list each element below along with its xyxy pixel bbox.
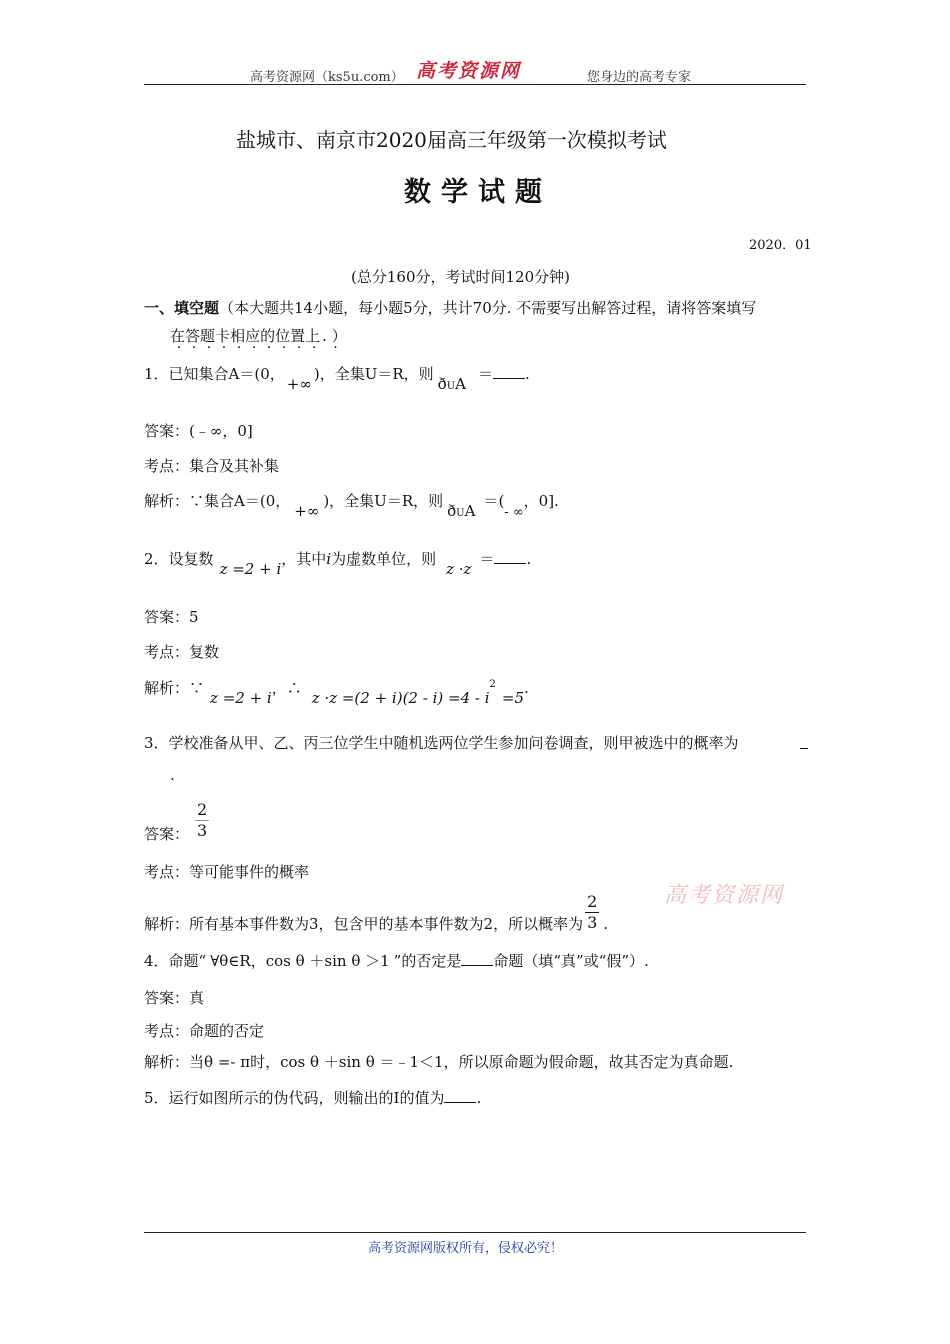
solution-label: 解析： [144,914,190,933]
q1-sol-b: )，全集U＝R，则 [323,492,444,510]
q1-answer-value: (﹣∞，0] [189,422,253,440]
q4-text-a: 命题“ [168,952,207,970]
q4-point [144,1020,264,1041]
q2-text-b: ，其中 [281,550,327,568]
section-heading [144,297,756,318]
footer-text: 高考资源网版权所有，侵权必究！ [368,1241,564,1256]
q2-answer-value: 5 [189,608,199,626]
q5-text: 运行如图所示的伪代码，则输出的I的值为 [168,1089,445,1107]
because-symbol: ∵ [189,679,205,697]
fraction-denominator: 3 [587,913,598,932]
subject-title: 数学试题 [404,177,552,208]
question-5 [144,1087,481,1108]
header-logo: 高考资源网 [416,60,522,82]
header-right-text: 您身边的高考专家 [587,70,692,85]
q2-sol-comma: ， [271,679,287,697]
q5-end: . [476,1089,482,1107]
q1-complement-symbol: ð [437,375,447,393]
q4-text-c: 命题（填“真”或“假”）. [493,952,649,970]
section-desc: （本大题共14小题，每小题5分，共计70分. 不需要写出解答过程，请将答案填写 [219,299,757,317]
q1-text-a: 已知集合A＝(0， [168,365,285,383]
q2-expression-2: z ·z [446,560,472,578]
q3-number: 3． [144,734,169,752]
fraction-numerator: 2 [197,800,208,819]
q3-end: . [170,766,175,784]
q1-answer [144,420,253,441]
q4-solution [144,1051,733,1072]
q1-answer-blank [493,364,525,379]
q2-solution [144,677,529,707]
dotted-char: 题 [200,327,216,345]
q1-equals: ＝ [477,365,493,383]
point-label: 考点： [144,457,190,475]
q3-answer [144,800,209,841]
answer-label: 答案： [144,824,190,843]
q1-sol-c: A [464,502,476,520]
therefore-symbol: ∴ [286,679,302,697]
q4-point-value: 命题的否定 [189,1022,265,1040]
dotted-char: 位 [275,327,291,345]
q1-sol-complement-symbol: ð [447,502,457,520]
dotted-char: 卡 [215,327,231,345]
answer-label: 答案： [144,608,190,626]
exam-date: 2020．01 [749,238,812,253]
q1-number: 1． [144,365,169,383]
q2-sol-exponent: 2 [489,679,496,690]
q2-sol-expr-1: z =2 + i [210,689,272,707]
q2-sol-end: . [524,679,529,697]
solution-label: 解析： [144,492,190,510]
q3-solution [144,892,608,933]
q1-text-c: A [455,375,466,393]
q2-expression: z =2 + i [219,560,282,578]
exam-info: (总分160分，考试时间120分钟) [351,268,570,286]
q1-sol-neg-infinity: - ∞ [504,505,524,520]
page-title: 盐城市、南京市2020届高三年级第一次模拟考试 [236,128,667,152]
dotted-char: 应 [245,327,261,345]
q1-sol-e: ，0]. [523,492,559,510]
q4-answer-blank [461,951,493,966]
q2-sol-expr-2: z ·z =(2 + i)(2 - i) =4 - i [311,689,490,707]
q1-sol-d: ＝( [483,492,505,510]
q4-text-b: ”的否定是 [393,952,462,970]
answer-label: 答案： [144,422,190,440]
q3-point-value: 等可能事件的概率 [189,863,310,881]
q1-sol-complement-sub: U [456,508,465,519]
answer-label: 答案： [144,989,190,1007]
q2-sol-expr-3: =5 [501,689,525,707]
q3-sol-end: . [603,914,609,933]
q5-number: 5． [144,1089,169,1107]
dotted-char: 上 [305,327,321,345]
footer-divider [144,1232,806,1233]
section-desc-line2 [170,325,347,346]
q1-point-value: 集合及其补集 [189,457,280,475]
dotted-char: 置 [290,327,306,345]
q3-point [144,861,309,882]
dotted-char: 的 [260,327,276,345]
q2-answer-blank [494,549,526,564]
q4-answer-value: 真 [189,989,205,1007]
dotted-char: 在 [170,327,186,345]
q2-answer [144,606,199,627]
fraction-numerator: 2 [587,892,598,911]
header-left-text: 高考资源网（ks5u.com） [250,70,404,85]
q4-answer [144,987,204,1008]
q2-end: . [526,550,532,568]
q2-equals: ＝ [479,550,495,568]
watermark: 高考资源网 [664,883,785,908]
q2-point [144,641,219,662]
header-divider [144,84,806,85]
q1-text-b: )，全集U＝R，则 [313,365,434,383]
dotted-char: 相 [230,327,246,345]
q4-sol-text: 当θ =- π时，cos θ ＋sin θ ＝﹣1＜1，所以原命题为假命题，故其否定为真命题. [189,1053,734,1071]
q1-point [144,455,279,476]
question-1 [144,363,530,393]
q3-sol-text: 所有基本事件数为3，包含甲的基本事件数为2，所以概率为 [189,914,584,933]
question-2 [144,548,532,578]
solution-label: 解析： [144,1053,190,1071]
q3-answer-fraction [195,800,209,841]
q5-answer-blank [444,1088,476,1103]
q2-text-c: 为虚数单位，则 [331,550,437,568]
dotted-char: 答 [185,327,201,345]
q2-text-a: 设复数 [168,550,214,568]
q3-sol-fraction [585,892,599,933]
point-label: 考点： [144,643,190,661]
q1-infinity: +∞ [286,375,312,393]
point-label: 考点： [144,1022,190,1040]
q1-solution [144,490,559,520]
section-label: 一、填空题 [144,299,220,317]
q1-end: . [524,365,530,383]
section-desc-end: . ） · [322,327,347,345]
point-label: 考点： [144,863,190,881]
q4-proposition: ∀θ∈R，cos θ ＋sin θ ＞1 [210,952,390,970]
q1-complement-sub: U [446,381,456,392]
q2-imag-unit: i [326,550,332,568]
question-4 [144,950,649,971]
q3-text: 学校准备从甲、乙、丙三位学生中随机选两位学生参加问卷调查，则甲被选中的概率为 [168,734,739,752]
q2-number: 2． [144,550,169,568]
q3-answer-blank [800,748,808,749]
q1-sol-a: ∵集合A＝(0， [189,492,291,510]
q4-number: 4． [144,952,169,970]
q1-sol-infinity: +∞ [294,502,320,520]
solution-label: 解析： [144,679,190,697]
q2-point-value: 复数 [189,643,220,661]
fraction-denominator: 3 [197,821,208,840]
question-3 [144,732,739,753]
